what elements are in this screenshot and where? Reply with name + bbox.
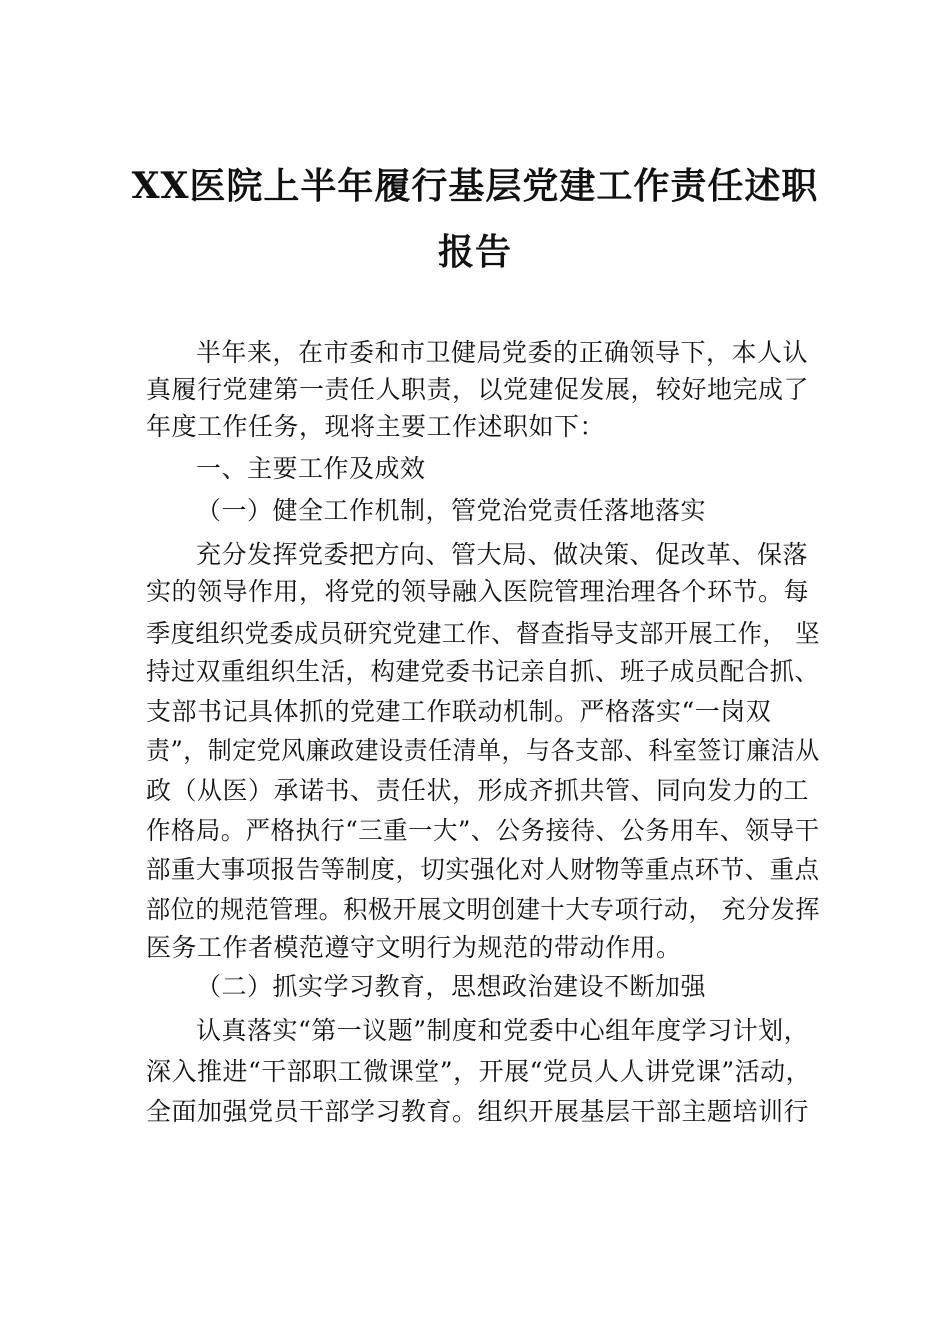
paragraph-1-line-4: 持过双重组织生活，构建党委书记亲自抓、班子成员配合抓、: [146, 657, 820, 686]
subsection-heading-2: （二）抓实学习教育，思想政治建设不断加强: [196, 972, 707, 1001]
paragraph-intro-line-3: 年度工作任务，现将主要工作述职如下：: [146, 412, 606, 441]
paragraph-1-line-10: 部位的规范管理。积极开展文明创建十大专项行动， 充分发挥: [146, 895, 820, 924]
paragraph-1-line-5: 支部书记具体抓的党建工作联动机制。严格落实“一岗双: [146, 697, 772, 726]
paragraph-1-line-2: 实的领导作用，将党的领导融入医院管理治理各个环节。每: [146, 577, 810, 606]
paragraph-intro-line-1: 半年来，在市委和市卫健局党委的正确领导下，本人认: [196, 338, 809, 367]
subsection-heading-1: （一）健全工作机制，管党治党责任落地落实: [196, 496, 707, 525]
paragraph-1-line-8: 作格局。严格执行“三重一大”、公务接待、公务用车、领导干: [146, 816, 820, 845]
paragraph-1-line-7: 政（从医）承诺书、责任状，形成齐抓共管、同向发力的工: [146, 776, 810, 805]
paragraph-intro-line-2: 真履行党建第一责任人职责，以党建促发展，较好地完成了: [146, 375, 810, 404]
paragraph-1-line-9: 部重大事项报告等制度，切实强化对人财物等重点环节、重点: [146, 855, 820, 884]
paragraph-2-line-1: 认真落实“第一议题”制度和党委中心组年度学习计划，: [196, 1016, 810, 1045]
paragraph-1-line-6: 责”，制定党风廉政建设责任清单，与各支部、科室签订廉洁从: [146, 736, 820, 765]
section-heading-1: 一、主要工作及成效: [196, 454, 426, 483]
paragraph-2-line-2: 深入推进“干部职工微课堂”，开展“党员人人讲党课”活动，: [146, 1057, 812, 1086]
paragraph-2-line-3: 全面加强党员干部学习教育。组织开展基层干部主题培训行: [146, 1097, 810, 1126]
paragraph-1-line-3: 季度组织党委成员研究党建工作、督查指导支部开展工作， 坚: [146, 619, 820, 648]
paragraph-1-line-1: 充分发挥党委把方向、管大局、做决策、促改革、保落: [196, 540, 809, 569]
document-title-line-1: XX医院上半年履行基层党建工作责任述职: [131, 165, 819, 207]
document-title-line-2: 报告: [437, 231, 512, 273]
paragraph-1-line-11: 医务工作者模范遵守文明行为规范的带动作用。: [146, 933, 682, 962]
